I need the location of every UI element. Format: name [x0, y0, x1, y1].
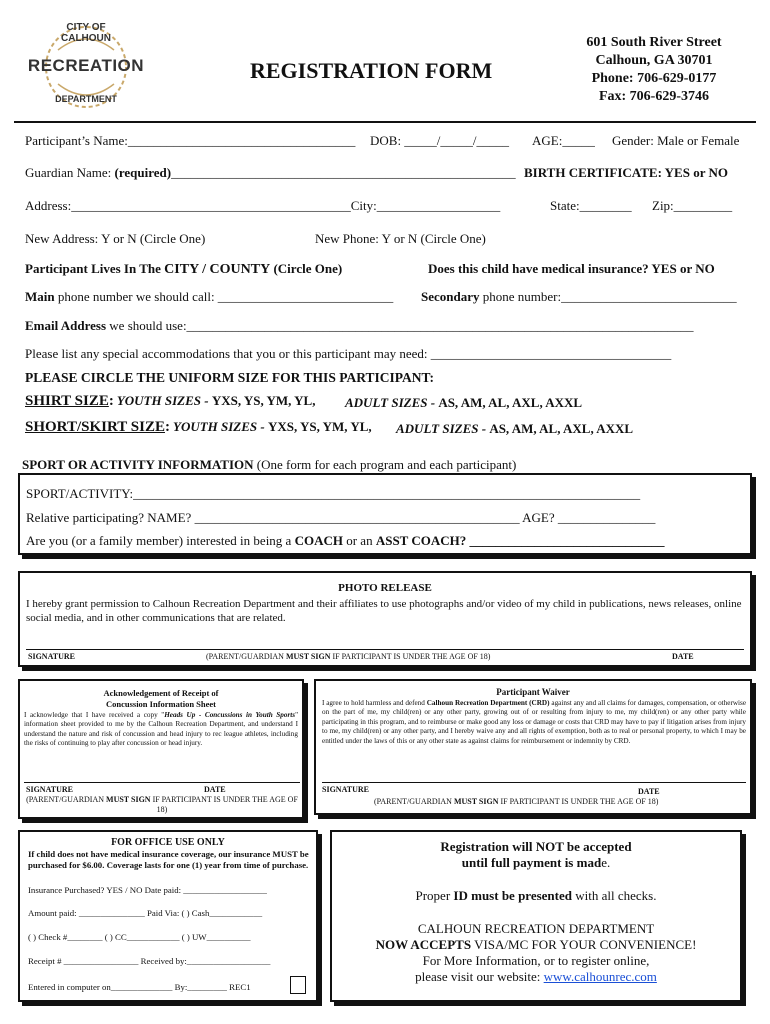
more-info-line: For More Information, or to register online, [422, 953, 650, 968]
concussion-heading-2: Concussion Information Sheet [105, 699, 217, 709]
short-size-label: SHORT/SKIRT SIZE [25, 419, 165, 435]
dept-name: CALHOUN RECREATION DEPARTMENT [417, 921, 655, 936]
waiver-must-sign-note [374, 797, 658, 806]
short-adult-size-list[interactable]: AS, AM, AL, AXL, AXXL [489, 421, 634, 436]
photo-must-sign-note [206, 652, 490, 661]
waiver-date-label: DATE [638, 787, 660, 796]
short-size-field[interactable] [25, 419, 372, 435]
waiver-text-bold: Calhoun Recreation Department (CRD) [426, 699, 550, 707]
relative-participating-field[interactable]: Relative participating? NAME? __________________________________________________ AGE? _______________ [26, 510, 656, 525]
coach-line: ______________________________ [466, 533, 665, 548]
concussion-date-label: DATE [204, 785, 226, 794]
waiver-note-pre: (PARENT/GUARDIAN [374, 797, 454, 806]
coach-option[interactable]: COACH [294, 533, 343, 548]
id-post: with all checks. [572, 888, 657, 903]
city-county-option[interactable]: CITY / COUNTY [164, 262, 271, 277]
coach-or: or an [342, 533, 376, 548]
fax-number: Fax: 706-629-3746 [598, 89, 710, 104]
shirt-size-field[interactable] [25, 393, 315, 409]
short-adult-label: ADULT SIZES - [396, 421, 490, 436]
lives-in-label: Participant Lives In The [25, 261, 165, 276]
new-address-field[interactable]: New Address: Y or N (Circle One) [25, 231, 206, 246]
short-youth-sizes[interactable]: YXS, YS, YM, YL, [267, 419, 372, 434]
shirt-adult-size-list[interactable]: AS, AM, AL, AXL, AXXL [438, 395, 583, 410]
address-line-2: Calhoun, GA 30701 [595, 53, 713, 68]
payment-info-section [330, 830, 742, 1002]
id-bold: ID must be presented [453, 888, 572, 903]
accepts-cards-notice [332, 921, 740, 985]
participant-name-field[interactable]: Participant’s Name:___________________________________ [25, 133, 356, 148]
dob-field[interactable]: DOB: _____/_____/_____ [370, 133, 510, 148]
concussion-note-pre: (PARENT/GUARDIAN [26, 795, 107, 804]
photo-signature-label: SIGNATURE [28, 652, 75, 661]
photo-date-label: DATE [672, 652, 694, 661]
guardian-label: Guardian Name: [25, 165, 115, 180]
secondary-phone-field[interactable] [421, 289, 737, 302]
main-phone-line: phone number we should call: ___________________________ [54, 289, 394, 304]
waiver-signature-label: SIGNATURE [322, 785, 369, 794]
accepts-rest: VISA/MC FOR YOUR CONVENIENCE! [471, 937, 697, 952]
main-label: Main [25, 289, 55, 304]
uniform-heading: PLEASE CIRCLE THE UNIFORM SIZE FOR THIS PARTICIPANT: [25, 370, 434, 385]
receipt-field[interactable]: Receipt # _________________ Received by:___________________ [28, 956, 271, 966]
waiver-section [314, 679, 752, 815]
required-label: (required) [114, 165, 172, 180]
state-field[interactable]: State:________ [550, 198, 632, 213]
concussion-heading [20, 688, 302, 710]
circle-one-label: (Circle One) [270, 261, 343, 276]
short-youth-label: YOUTH SIZES - [169, 419, 268, 434]
shirt-youth-label: YOUTH SIZES - [113, 393, 212, 408]
sport-heading [22, 457, 516, 470]
concussion-note-post: IF PARTICIPANT IS UNDER THE AGE OF 18) [150, 795, 298, 814]
birth-certificate-field[interactable]: BIRTH CERTIFICATE: YES or NO [524, 165, 728, 180]
accepts-bold: NOW ACCEPTS [375, 937, 472, 952]
guardian-name-field[interactable] [25, 165, 516, 178]
sport-heading-note: (One form for each program and each participant) [253, 457, 517, 472]
waiver-text [322, 699, 746, 746]
not-accepted-line-1: Registration will NOT be accepted [440, 839, 632, 854]
waiver-signature-line [322, 782, 746, 783]
waiver-heading: Participant Waiver [496, 687, 570, 697]
sport-heading-label: SPORT OR ACTIVITY INFORMATION [22, 457, 254, 472]
id-pre: Proper [415, 888, 454, 903]
line2-bold: mad [576, 855, 602, 870]
waiver-note-post: IF PARTICIPANT IS UNDER THE AGE OF 18) [498, 797, 659, 806]
photo-release-text: I hereby grant permission to Calhoun Recreation Department and their affiliates to use photographs and/or video of my child in publications, news releases, online social media, and in other communications that are related. [26, 598, 742, 624]
not-accepted-notice [332, 839, 740, 871]
concussion-must-sign-note [24, 795, 300, 815]
office-use-section [18, 830, 318, 1002]
entered-in-computer-field[interactable]: Entered in computer on______________ By:_________ REC1 [28, 982, 251, 992]
concussion-signature-label: SIGNATURE [26, 785, 73, 794]
accommodations-field[interactable]: Please list any special accommodations that you or this participant may need: _____________________________________ [25, 346, 672, 361]
guardian-line: _____________________________________________________ [171, 165, 516, 180]
sport-section [18, 473, 752, 555]
accepts-line [332, 937, 740, 953]
concussion-signature-area[interactable] [24, 767, 300, 782]
lives-in-field[interactable] [25, 261, 343, 277]
concussion-text [24, 711, 298, 749]
header-divider [14, 121, 756, 123]
office-use-heading: FOR OFFICE USE ONLY [111, 837, 225, 848]
website-link[interactable]: www.calhounrec.com [543, 969, 657, 984]
medical-insurance-field[interactable]: Does this child have medical insurance? YES or NO [428, 261, 715, 276]
coach-interest-field[interactable] [26, 533, 665, 546]
photo-note-post: IF PARTICIPANT IS UNDER THE AGE OF 18) [330, 652, 491, 661]
short-adult-sizes[interactable] [396, 421, 633, 434]
email-label: Email Address [25, 318, 107, 333]
sport-activity-field[interactable]: SPORT/ACTIVITY:______________________________________________________________________________ [26, 486, 641, 501]
line2-pre: until full payment is [461, 855, 577, 870]
photo-note-pre: (PARENT/GUARDIAN [206, 652, 286, 661]
age-field[interactable]: AGE:_____ [532, 133, 595, 148]
photo-signature-area[interactable] [26, 631, 744, 649]
zip-field[interactable]: Zip:_________ [652, 198, 733, 213]
photo-note-bold: MUST SIGN [285, 652, 331, 661]
coach-question: Are you (or a family member) interested in being a [26, 533, 295, 548]
concussion-text-italic: Heads Up - Concussions in Youth Sports [164, 711, 296, 719]
visit-pre: please visit our website: [415, 969, 544, 984]
concussion-text-pre: I acknowledge that I have received a copy " [24, 711, 165, 719]
shirt-adult-sizes[interactable] [345, 395, 582, 408]
shirt-size-label: SHIRT SIZE [25, 393, 109, 409]
concussion-heading-1: Acknowledgement of Receipt of [103, 688, 219, 698]
rec1-checkbox[interactable] [290, 976, 306, 994]
email-line: we should use:______________________________________________________________________________ [106, 318, 694, 333]
concussion-signature-line [24, 782, 300, 783]
shirt-colon: : [108, 393, 114, 409]
address-line-1: 601 South River Street [586, 35, 722, 50]
shirt-adult-label: ADULT SIZES - [345, 395, 439, 410]
org-address [560, 34, 748, 106]
waiver-note-bold: MUST SIGN [453, 797, 499, 806]
amount-paid-field[interactable]: Amount paid: _______________ Paid Via: ( ) Cash____________ [28, 908, 263, 918]
payment-method-field[interactable]: ( ) Check #________ ( ) CC____________ ( ) UW__________ [28, 932, 251, 942]
logo-text-bottom: DEPARTMENT [55, 94, 117, 104]
main-phone-field[interactable] [25, 289, 393, 302]
logo-text-main: RECREATION [27, 56, 145, 75]
photo-release-heading: PHOTO RELEASE [338, 582, 432, 594]
email-field[interactable] [25, 318, 694, 331]
waiver-signature-area[interactable] [322, 767, 746, 782]
address-field[interactable]: Address:___________________________________________City:___________________ [25, 198, 501, 213]
new-phone-field[interactable]: New Phone: Y or N (Circle One) [315, 231, 486, 246]
waiver-text-post: against any and all claims for damages, compensation, or otherwise on the part of me, my child(ren) or any other party, growing out of or resulting from injury to me, my child(ren) or any other party while participating in this program, and to reimburse or make good any loss or damage or costs that CRD may have to pay if litigation arises from injury to me, my child(ren) or any other party, and I hereby waive any and all rights of exemption, both as to real or personal property, to which I may be entitled under the laws of this or any other state as against claims for reimbursement or indemnity by CRD. [322, 699, 747, 745]
form-title: REGISTRATION FORM [250, 58, 493, 83]
secondary-phone-line: phone number:___________________________ [479, 289, 737, 304]
website-line [332, 969, 740, 985]
waiver-text-pre: I agree to hold harmless and defend [322, 699, 427, 707]
logo-text-top: CITY OF CALHOUN [61, 22, 111, 44]
concussion-text-post: " information sheet provided to me by the Calhoun Recreation Department, and understand I understand the nature and risk of concussion and head injury to rec league athletes, including the risks of continuing to play after concussion or head injury. [24, 711, 298, 748]
concussion-note-bold: MUST SIGN [106, 795, 151, 804]
asst-coach-option[interactable]: ASST COACH? [375, 533, 467, 548]
photo-release-section [18, 571, 752, 667]
photo-signature-line [26, 649, 744, 650]
short-colon: : [164, 419, 170, 435]
shirt-youth-sizes[interactable]: YXS, YS, YM, YL, [211, 393, 316, 408]
logo [18, 20, 154, 112]
phone-number: Phone: 706-629-0177 [591, 71, 717, 86]
line2-post: e. [601, 855, 611, 870]
not-accepted-line-2 [332, 855, 740, 871]
concussion-section [18, 679, 304, 819]
insurance-purchased-field[interactable]: Insurance Purchased? YES / NO Date paid: ___________________ [28, 885, 267, 895]
secondary-label: Secondary [421, 289, 480, 304]
office-insurance-note: If child does not have medical insurance coverage, our insurance MUST be purchased for $6.00. Coverage lasts for one (1) year from time of purchase. [28, 849, 309, 870]
gender-field[interactable]: Gender: Male or Female [612, 133, 740, 148]
id-required-notice [332, 888, 740, 904]
